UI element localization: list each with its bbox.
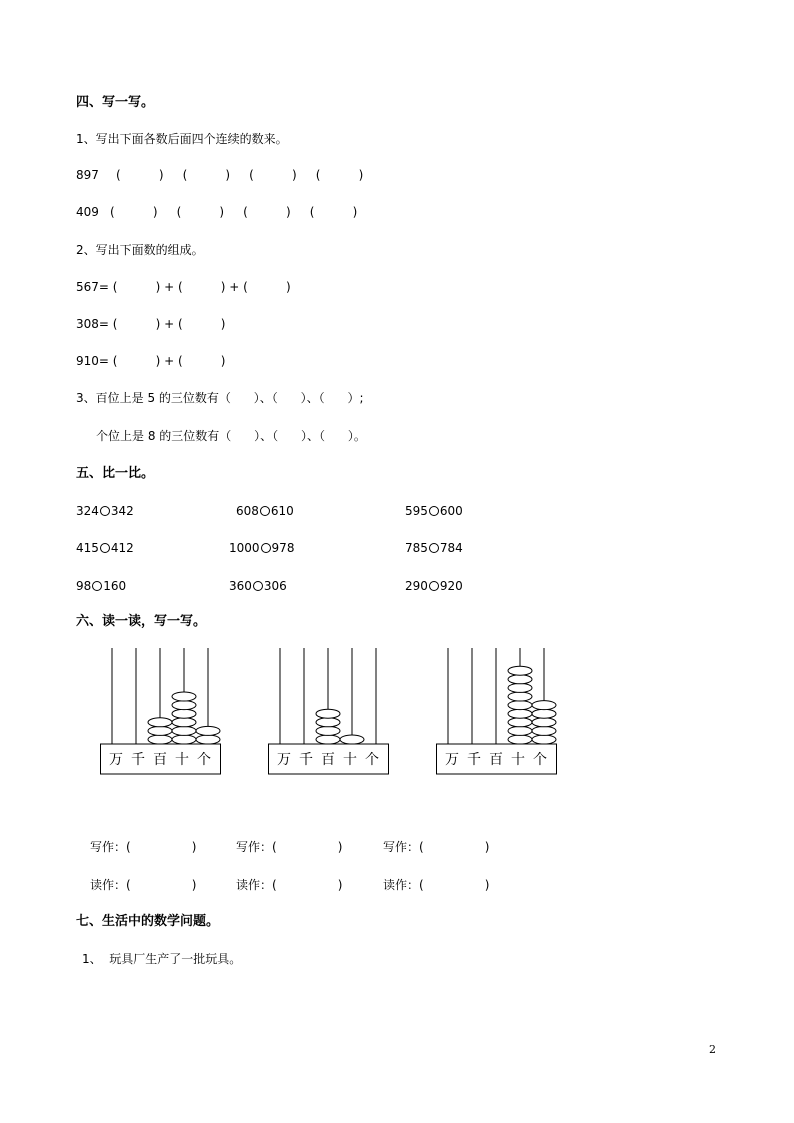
- place-label: 万: [445, 752, 459, 768]
- compare-circle: [429, 581, 439, 591]
- place-label: 千: [467, 752, 481, 768]
- write-field[interactable]: 写作：( ): [90, 840, 197, 854]
- write-field[interactable]: 写作：( ): [383, 840, 490, 854]
- abacus-svg: [436, 648, 558, 778]
- abacus-bead: [196, 726, 220, 735]
- read-field[interactable]: 读作：( ): [90, 878, 197, 892]
- abacus-bead: [532, 718, 556, 727]
- abacus-bead: [508, 726, 532, 735]
- section7-title: 七、生活中的数学问题。: [76, 914, 220, 929]
- section4-title: 四、写一写。: [76, 95, 155, 110]
- place-label: 百: [153, 752, 167, 768]
- abacus-bead: [148, 735, 172, 744]
- place-label: 百: [489, 752, 503, 768]
- abacus-bead: [532, 709, 556, 718]
- abacus: [100, 648, 222, 778]
- compare-circle: [100, 506, 110, 516]
- compare-item: 608 610: [236, 504, 294, 518]
- abacus-bead: [508, 692, 532, 701]
- abacus-bead: [532, 726, 556, 735]
- abacus-bead: [532, 701, 556, 710]
- abacus-bead: [172, 709, 196, 718]
- abacus-bead: [316, 709, 340, 718]
- q3-line1: 3、百位上是 5 的三位数有（ ）、（ ）、（ ）;: [76, 391, 364, 405]
- q3-line2: 个位上是 8 的三位数有（ ）、（ ）、（ ）。: [96, 429, 366, 443]
- q2-row: 910= ( ) + ( ): [76, 354, 226, 368]
- abacus-bead: [508, 718, 532, 727]
- compare-item: 595 600: [405, 504, 463, 518]
- place-label: 个: [197, 752, 211, 768]
- compare-item: 785 784: [405, 541, 463, 555]
- abacus: [268, 648, 390, 778]
- place-label: 个: [533, 752, 547, 768]
- abacus-bead: [172, 735, 196, 744]
- place-label: 十: [175, 752, 189, 768]
- place-label: 万: [109, 752, 123, 768]
- compare-circle: [261, 543, 271, 553]
- abacus-bead: [148, 718, 172, 727]
- abacus-bead: [532, 735, 556, 744]
- section5-title: 五、比一比。: [76, 466, 155, 481]
- section7-q1: 1、 玩具厂生产了一批玩具。: [82, 952, 242, 966]
- compare-circle: [92, 581, 102, 591]
- abacus-bead: [172, 726, 196, 735]
- compare-item: 415 412: [76, 541, 134, 555]
- compare-item: 360 306: [229, 579, 287, 593]
- compare-circle: [253, 581, 263, 591]
- abacus-bead: [316, 735, 340, 744]
- abacus-bead: [508, 683, 532, 692]
- compare-item: 1000 978: [229, 541, 295, 555]
- abacus-bead: [508, 701, 532, 710]
- place-label: 百: [321, 752, 335, 768]
- place-label: 十: [343, 752, 357, 768]
- compare-item: 98 160: [76, 579, 127, 593]
- q1-row-blanks: ( ) ( ) ( ) ( ): [116, 168, 364, 182]
- compare-item: 290 920: [405, 579, 463, 593]
- place-label: 个: [365, 752, 379, 768]
- compare-circle: [100, 543, 110, 553]
- abacus-bead: [148, 726, 172, 735]
- q2-prompt: 2、写出下面数的组成。: [76, 243, 204, 257]
- abacus-bead: [172, 718, 196, 727]
- read-field[interactable]: 读作：( ): [383, 878, 490, 892]
- abacus-bead: [508, 709, 532, 718]
- write-field[interactable]: 写作：( ): [236, 840, 343, 854]
- compare-item: 324 342: [76, 504, 134, 518]
- abacus-svg: [100, 648, 222, 778]
- place-label: 千: [299, 752, 313, 768]
- abacus-bead: [508, 675, 532, 684]
- compare-circle: [429, 543, 439, 553]
- abacus-bead: [196, 735, 220, 744]
- compare-circle: [429, 506, 439, 516]
- q1-row-num: 897: [76, 168, 99, 182]
- abacus-bead: [172, 692, 196, 701]
- q1-row-blanks: ( ) ( ) ( ) ( ): [110, 205, 358, 219]
- abacus-bead: [316, 726, 340, 735]
- abacus-bead: [172, 701, 196, 710]
- abacus: [436, 648, 558, 778]
- q1-prompt: 1、写出下面各数后面四个连续的数来。: [76, 132, 288, 146]
- abacus-bead: [340, 735, 364, 744]
- q1-row-num: 409: [76, 205, 99, 219]
- q2-row: 308= ( ) + ( ): [76, 317, 226, 331]
- section6-title: 六、读一读，写一写。: [76, 614, 207, 629]
- abacus-bead: [508, 666, 532, 675]
- abacus-bead: [508, 735, 532, 744]
- compare-circle: [260, 506, 270, 516]
- place-label: 万: [277, 752, 291, 768]
- abacus-bead: [316, 718, 340, 727]
- abacus-svg: [268, 648, 390, 778]
- place-label: 十: [511, 752, 525, 768]
- place-label: 千: [131, 752, 145, 768]
- q2-row: 567= ( ) + ( ) + ( ): [76, 280, 291, 294]
- read-field[interactable]: 读作：( ): [236, 878, 343, 892]
- page-number: 2: [709, 1043, 716, 1056]
